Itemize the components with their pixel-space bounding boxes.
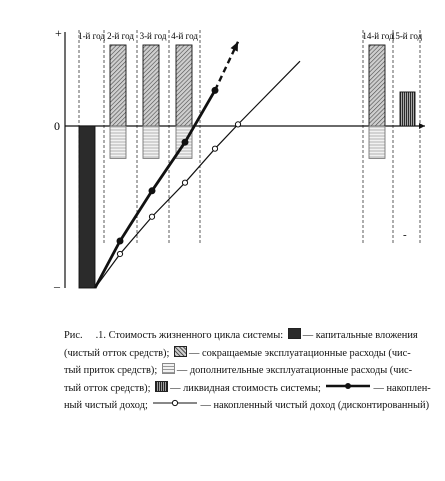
extra-cost-bar	[143, 126, 159, 158]
net-income-point	[149, 188, 155, 194]
caption-line-3	[64, 362, 440, 380]
discounted-point	[182, 180, 187, 185]
discounted-point	[117, 251, 122, 256]
extra-cost-bar	[110, 126, 126, 158]
stray-dash-mark: -	[403, 229, 407, 241]
capex-bar	[79, 126, 95, 288]
bars	[79, 45, 415, 288]
legend-discounted-label: — накопленный чистый доход (дисконтированный)	[200, 400, 430, 411]
net-income-point	[117, 238, 123, 244]
legend-net-label: — накоплен-	[373, 382, 431, 394]
discounted-line-swatch	[152, 398, 198, 408]
legend-saved-suffix: тый приток средств);	[64, 365, 158, 376]
liquidation-bar	[400, 92, 415, 126]
saved-cost-bar	[369, 45, 385, 126]
period-label: 1-й год	[78, 31, 105, 41]
capex-swatch	[288, 328, 301, 339]
legend-saved-label: — сокращаемые эксплуатационные расходы (чис-	[188, 347, 411, 359]
caption-line-1	[64, 327, 440, 345]
saved-cost-bar	[176, 45, 192, 126]
period-label: 15-й год	[390, 31, 423, 41]
figure-label: Рис.	[64, 330, 83, 341]
period-label: 2-й год	[107, 31, 134, 41]
saved-cost-bar	[143, 45, 159, 126]
caption-line-4	[64, 380, 440, 398]
period-label: 4-й год	[171, 31, 198, 41]
chart-labels	[53, 26, 423, 293]
extra-cost-bar	[369, 126, 385, 158]
legend-extra-label: — дополнительные эксплуатационные расходы (чис-	[176, 365, 413, 376]
x-axis-arrow	[419, 123, 425, 129]
extra-cost-swatch	[162, 363, 175, 374]
discounted-point	[235, 122, 240, 127]
figure-caption	[64, 327, 440, 415]
legend-extra-suffix: тый отток средств);	[64, 382, 151, 394]
net-income-point	[212, 87, 218, 93]
caption-line-5	[64, 397, 440, 415]
y-axis-plus-label: +	[55, 26, 62, 40]
caption-line-2	[64, 345, 440, 363]
legend-capex-suffix: (чистый отток средств);	[64, 347, 170, 359]
net-income-point	[182, 139, 188, 145]
legend-net-suffix: ный чистый доход;	[64, 400, 148, 411]
y-axis-minus-label: –	[54, 279, 60, 293]
net-income-line-swatch	[325, 381, 371, 391]
discounted-point	[212, 146, 217, 151]
liquidation-swatch	[155, 381, 168, 392]
figure-number: .1.	[95, 330, 106, 341]
discounted-point	[149, 214, 154, 219]
legend-capex-label: — капитальные вложения	[302, 330, 418, 341]
y-axis-zero-label: 0	[54, 119, 60, 133]
legend-liquidation-label: — ликвидная стоимость системы;	[170, 382, 321, 394]
period-label: 3-й год	[139, 31, 167, 41]
saved-cost-swatch	[174, 346, 187, 357]
saved-cost-bar	[110, 45, 126, 126]
period-label: 14-й год	[362, 31, 394, 41]
caption-title: Стоимость жизненного цикла системы:	[108, 330, 284, 341]
